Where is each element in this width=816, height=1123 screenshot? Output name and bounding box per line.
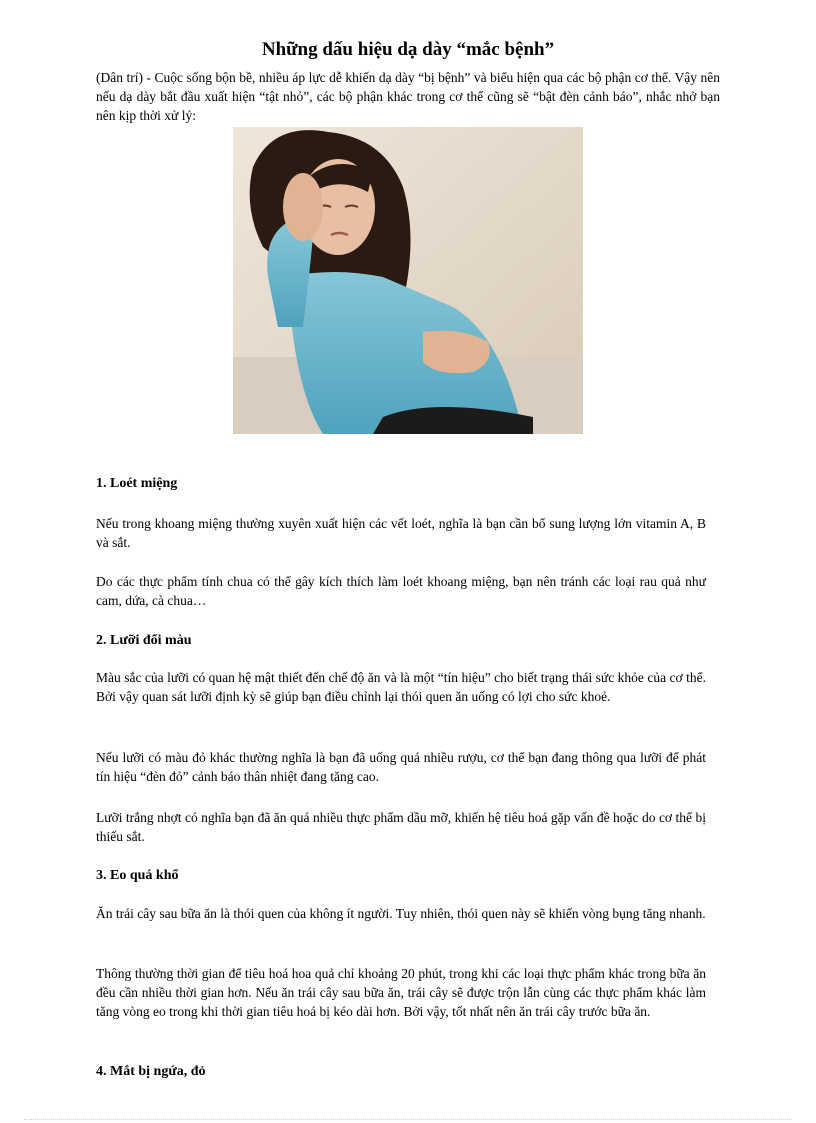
section-2-paragraph-1: Màu sắc của lưỡi có quan hệ mật thiết đến chế độ ăn và là một “tín hiệu” cho biết trạng thái sức khỏe của cơ thể. Bởi vậy quan sát lưỡi định kỳ sẽ giúp bạn điều chỉnh lại thói quen ăn uống có lợi cho sức khoẻ.: [96, 670, 706, 704]
page-bottom-border: [24, 1119, 792, 1120]
section-3-paragraph-2: Thông thường thời gian để tiêu hoá hoa quả chỉ khoảng 20 phút, trong khi các loại thực phẩm khác trong bữa ăn đều cần nhiều thời gian hơn. Nếu ăn trái cây sau bữa ăn, trái cây sẽ được trộn lẫn cùng các thực phẩm khác làm tăng vòng eo trong khi thời gian tiêu hoá bị kéo dài hơn. Bởi vậy, tốt nhất nên ăn trái cây trước bữa ăn.: [96, 966, 706, 1019]
woman-stomach-pain-photo: [233, 127, 583, 434]
section-2-paragraph-3: Lưỡi trắng nhợt có nghĩa bạn đã ăn quá nhiều thực phẩm dầu mỡ, khiến hệ tiêu hoá gặp vấn đề hoặc do cơ thể bị thiếu sắt.: [96, 810, 706, 844]
section-heading-2: 2. Lưỡi đổi màu: [96, 633, 192, 648]
section-3-paragraph-1: Ăn trái cây sau bữa ăn là thói quen của không ít người. Tuy nhiên, thói quen này sẽ khiến vòng bụng tăng nhanh.: [96, 906, 706, 921]
article-intro: (Dân trí) - Cuộc sống bộn bề, nhiều áp lực dễ khiến dạ dày “bị bệnh” và biểu hiện qua các bộ phận cơ thể. Vậy nên nếu dạ dày bắt đầu xuất hiện “tật nhỏ”, các bộ phận khác trong cơ thể cũng sẽ “bật đèn cảnh báo”, nhắc nhở bạn nên kịp thời xử lý:: [96, 70, 720, 123]
section-heading-3: 3. Eo quá khổ: [96, 868, 179, 883]
section-1-paragraph-2: Do các thực phẩm tính chua có thể gây kích thích làm loét khoang miệng, bạn nên tránh các loại rau quả như cam, dứa, cà chua…: [96, 574, 706, 608]
photo-container: [96, 127, 720, 434]
section-1-paragraph-1: Nếu trong khoang miệng thường xuyên xuất hiện các vết loét, nghĩa là bạn cần bổ sung lượng lớn vitamin A, B và sắt.: [96, 516, 706, 550]
section-2-paragraph-2: Nếu lưỡi có màu đỏ khác thường nghĩa là bạn đã uống quá nhiều rượu, cơ thể bạn đang thông qua lưỡi để phát tín hiệu “đèn đỏ” cảnh báo thân nhiệt đang tăng cao.: [96, 750, 706, 784]
article-title: Những dấu hiệu dạ dày “mắc bệnh”: [261, 39, 555, 60]
document-page: [96, 38, 720, 1079]
section-heading-1: 1. Loét miệng: [96, 476, 178, 491]
section-heading-4: 4. Mắt bị ngứa, đỏ: [96, 1064, 206, 1079]
